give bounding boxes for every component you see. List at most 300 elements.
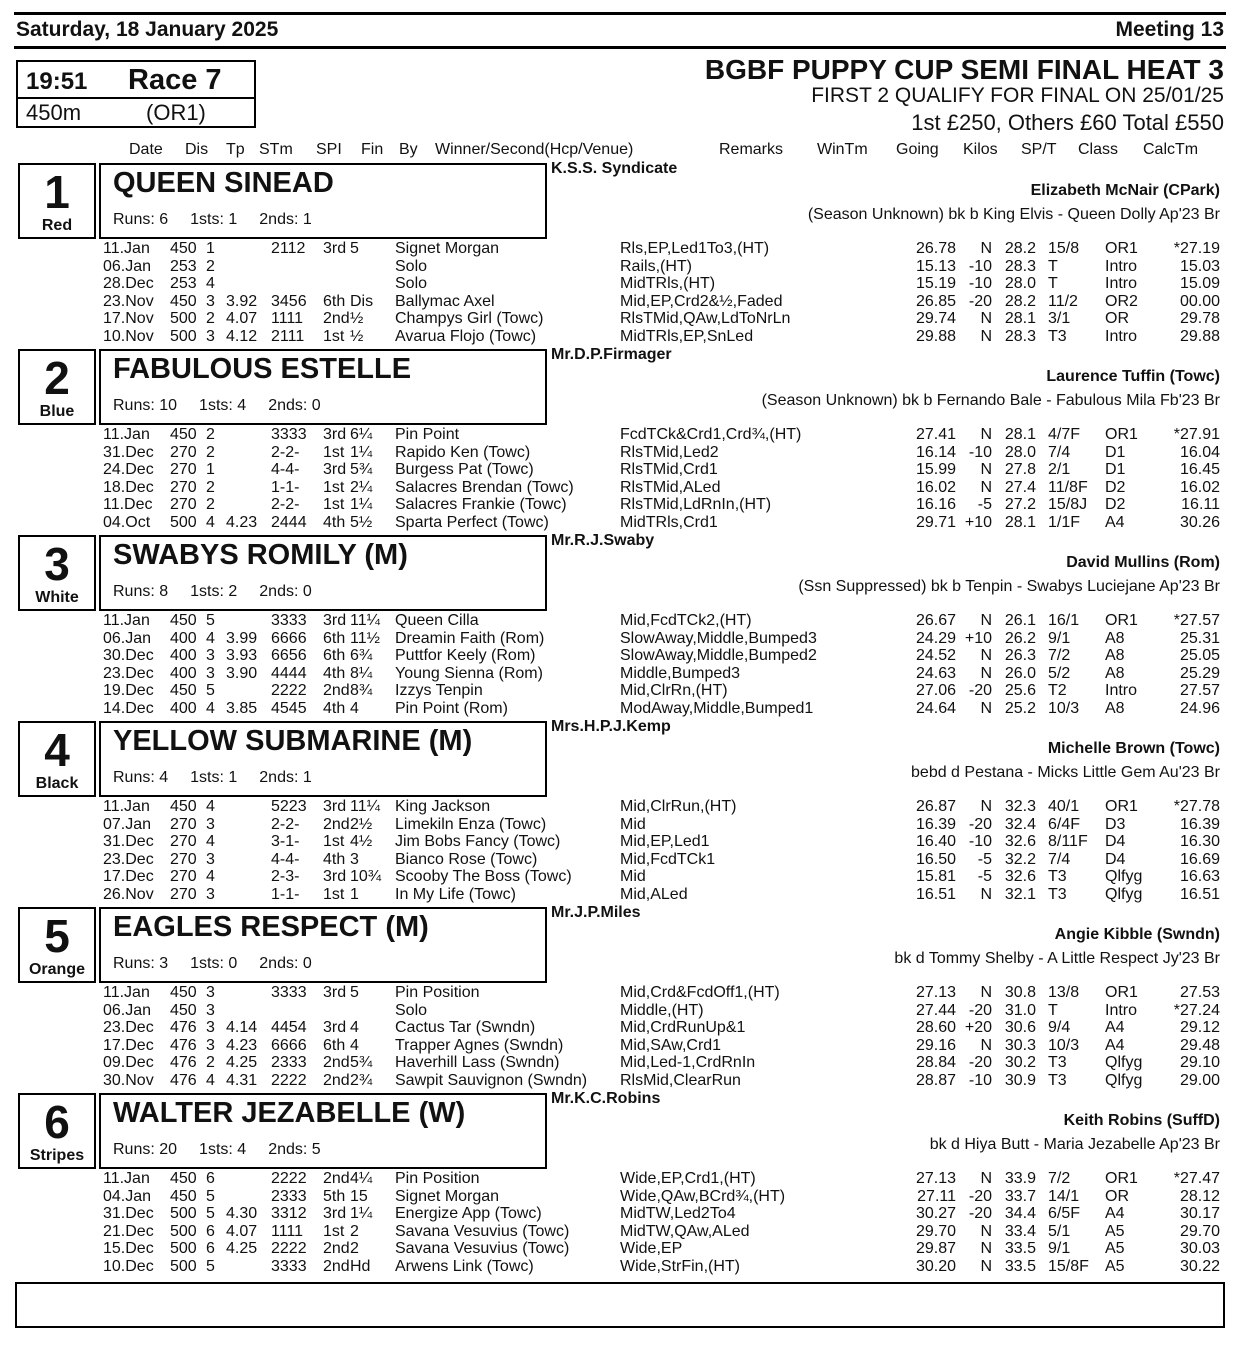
form-sectionals: 2-2- (271, 496, 300, 513)
form-by: 1¼ (350, 1205, 373, 1222)
form-date: 11.Jan (103, 426, 150, 443)
form-sectionals: 2333 (271, 1187, 307, 1205)
form-trap: 5 (206, 1257, 215, 1275)
dog-breeding: bk d Hiya Butt - Maria Jezabelle Ap'23 Br (929, 1136, 1220, 1153)
race-title: BGBF PUPPY CUP SEMI FINAL HEAT 3 (704, 54, 1224, 85)
form-date: 17.Nov (103, 310, 154, 327)
form-winner: In My Life (Towc) (395, 885, 516, 903)
trap-box (18, 535, 96, 611)
form-sectionals: 4-4- (271, 461, 300, 478)
trap-number: 1 (44, 166, 70, 218)
form-remarks: SlowAway,Middle,Bumped3 (620, 629, 817, 647)
col-header-kilos: Kilos (963, 141, 998, 158)
form-split: 4.30 (226, 1205, 258, 1222)
form-calc-time: 16.63 (1179, 868, 1220, 885)
form-sp: T (1048, 257, 1058, 275)
seconds-count: 2nds: 1 (259, 211, 312, 228)
form-trap: 3 (206, 815, 215, 833)
dog-name: QUEEN SINEAD (113, 167, 334, 199)
form-date: 28.Dec (103, 275, 154, 292)
form-by: 6¾ (350, 647, 373, 664)
dog-name: EAGLES RESPECT (M) (113, 911, 429, 943)
form-class: A4 (1105, 1019, 1125, 1036)
form-row (0, 1170, 1240, 1188)
form-win-time: 27.13 (915, 1170, 956, 1187)
form-calc-time: 16.02 (1179, 478, 1220, 496)
form-calc-time: 30.22 (1179, 1257, 1220, 1275)
form-date: 31.Dec (103, 1205, 154, 1222)
form-win-time: 16.51 (915, 885, 956, 903)
form-sectionals: 1111 (271, 310, 304, 327)
trap-box (18, 163, 96, 239)
form-sectionals: 2222 (271, 682, 307, 699)
col-header-winner: Winner/Second(Hcp/Venue) (435, 141, 634, 158)
form-going: +20 (964, 1019, 992, 1036)
form-trap: 6 (206, 1222, 215, 1240)
form-row (0, 426, 1240, 444)
form-trap: 1 (206, 461, 215, 478)
form-remarks: Mid,ClrRun,(HT) (620, 798, 737, 815)
form-lines (0, 426, 1240, 531)
form-sectionals: 2444 (271, 513, 307, 531)
form-date: 11.Jan (103, 984, 150, 1001)
form-sp: 15/8F (1048, 1257, 1089, 1275)
form-sp: 4/7F (1048, 426, 1081, 443)
form-sectionals: 2222 (271, 1071, 307, 1089)
form-going: -5 (977, 868, 992, 885)
form-kilos: 32.6 (1004, 833, 1036, 850)
form-sp: T2 (1048, 682, 1067, 699)
form-trap: 6 (206, 1170, 215, 1187)
wins-count: 1sts: 4 (199, 1141, 247, 1158)
form-class: OR2 (1105, 292, 1138, 310)
form-lines (0, 240, 1240, 345)
form-going: N (980, 885, 992, 903)
form-distance: 450 (170, 1187, 197, 1205)
dog-owner: Mr.D.P.Firmager (551, 346, 672, 363)
form-by: 2½ (350, 815, 373, 833)
form-remarks: ModAway,Middle,Bumped1 (620, 699, 814, 717)
form-date: 17.Dec (103, 868, 154, 885)
form-win-time: 27.13 (915, 984, 956, 1001)
form-class: D4 (1105, 850, 1126, 868)
form-sp: 16/1 (1048, 612, 1080, 629)
dog-record (113, 397, 343, 415)
seconds-count: 2nds: 1 (259, 769, 312, 786)
form-finish: 1st (323, 478, 345, 496)
form-distance: 400 (170, 664, 197, 682)
form-calc-time: 29.00 (1179, 1071, 1220, 1089)
form-by: Dis (350, 292, 374, 310)
form-date: 11.Dec (103, 496, 153, 513)
form-remarks: Wide,QAw,BCrd¾,(HT) (620, 1187, 786, 1205)
form-sp: 8/11F (1048, 833, 1088, 850)
form-split: 4.07 (226, 1222, 258, 1240)
form-winner: Young Sienna (Rom) (395, 664, 543, 682)
form-sp: 15/8J (1048, 496, 1088, 513)
form-calc-time: 25.31 (1179, 629, 1220, 647)
form-distance: 500 (170, 1222, 197, 1240)
form-kilos: 27.2 (1004, 496, 1036, 513)
form-by: 1¼ (350, 496, 373, 513)
form-remarks: MidTW,Led2To4 (620, 1205, 736, 1222)
trap-box (18, 907, 96, 983)
form-trap: 4 (206, 868, 215, 885)
form-win-time: 29.71 (915, 513, 956, 531)
form-sp: 13/8 (1048, 984, 1080, 1001)
form-going: -20 (968, 1205, 992, 1222)
dog-name-box (99, 163, 547, 239)
trap-box (18, 349, 96, 425)
form-remarks: Mid,CrdRunUp&1 (620, 1019, 746, 1036)
form-class: Intro (1105, 327, 1138, 345)
form-distance: 270 (170, 496, 197, 513)
form-winner: Solo (395, 1001, 428, 1019)
form-distance: 500 (170, 327, 197, 345)
form-sp: 6/4F (1048, 815, 1081, 833)
form-kilos: 25.6 (1004, 682, 1036, 699)
form-trap: 2 (206, 310, 215, 327)
form-lines (0, 984, 1240, 1089)
form-trap: 4 (206, 513, 215, 531)
form-distance: 270 (170, 815, 197, 833)
form-class: Intro (1105, 1001, 1138, 1019)
form-finish: 2nd (323, 1054, 350, 1071)
form-finish: 1st (323, 885, 345, 903)
form-finish: 3rd (323, 461, 347, 478)
form-kilos: 28.3 (1004, 257, 1036, 275)
form-date: 17.Dec (103, 1036, 154, 1054)
seconds-count: 2nds: 0 (268, 397, 321, 414)
trap-number: 2 (44, 352, 70, 404)
form-kilos: 34.4 (1004, 1205, 1036, 1222)
form-kilos: 32.2 (1004, 850, 1036, 868)
form-kilos: 28.2 (1004, 240, 1036, 257)
race-subtitle: FIRST 2 QUALIFY FOR FINAL ON 25/01/25 (811, 84, 1224, 107)
form-winner: Savana Vesuvius (Towc) (395, 1240, 570, 1257)
form-row (0, 1240, 1240, 1258)
form-distance: 400 (170, 647, 197, 664)
form-sp: 7/4 (1048, 850, 1071, 868)
form-split: 4.12 (226, 327, 258, 345)
form-win-time: 16.16 (915, 496, 956, 513)
form-sectionals: 6656 (271, 647, 307, 664)
form-sectionals: 4454 (271, 1019, 307, 1036)
form-win-time: 16.14 (915, 443, 956, 461)
form-class: D2 (1105, 496, 1126, 513)
form-winner: Jim Bobs Fancy (Towc) (395, 833, 561, 850)
form-going: -10 (968, 443, 992, 461)
form-finish: 2nd (323, 310, 350, 327)
form-remarks: RlsTMid,Led2 (620, 443, 719, 461)
form-win-time: 24.29 (915, 629, 956, 647)
form-by: 8¾ (350, 682, 373, 699)
form-finish: 3rd (323, 868, 347, 885)
form-by: 15 (350, 1187, 368, 1205)
form-kilos: 31.0 (1004, 1001, 1036, 1019)
form-finish: 1st (323, 327, 345, 345)
form-win-time: 26.67 (915, 612, 956, 629)
form-remarks: Rls,EP,Led1To3,(HT) (620, 240, 770, 257)
form-row (0, 1223, 1240, 1241)
form-by: 10¾ (350, 868, 382, 885)
dog-breeding: (Season Unknown) bk b King Elvis - Queen Dolly Ap'23 Br (807, 206, 1220, 223)
form-win-time: 15.99 (915, 461, 956, 478)
form-win-time: 15.81 (915, 868, 956, 885)
form-kilos: 26.1 (1004, 612, 1036, 629)
form-row (0, 682, 1240, 700)
form-distance: 450 (170, 1001, 197, 1019)
form-remarks: Rails,(HT) (620, 257, 692, 275)
form-by: 5¾ (350, 1054, 373, 1071)
form-date: 30.Nov (103, 1071, 154, 1089)
form-class: Qlfyg (1105, 1071, 1143, 1089)
form-win-time: 30.27 (915, 1205, 956, 1222)
top-rule (14, 12, 1226, 15)
dog-breeding: bebd d Pestana - Micks Little Gem Au'23 Br (911, 764, 1220, 781)
form-calc-time: *27.24 (1173, 1001, 1220, 1019)
form-class: OR1 (1105, 426, 1138, 443)
form-winner: Solo (395, 257, 428, 275)
form-distance: 500 (170, 310, 197, 327)
form-going: N (980, 478, 992, 496)
form-going: N (980, 426, 992, 443)
form-win-time: 28.60 (915, 1019, 956, 1036)
form-finish: 2nd (323, 1240, 350, 1257)
form-distance: 450 (170, 240, 197, 257)
form-class: Intro (1105, 275, 1138, 292)
form-sp: 2/1 (1048, 461, 1071, 478)
form-date: 24.Dec (103, 461, 154, 478)
form-sectionals: 2222 (271, 1240, 307, 1257)
form-row (0, 1072, 1240, 1090)
form-row (0, 1258, 1240, 1276)
col-header-wintm: WinTm (817, 141, 868, 158)
form-class: A8 (1105, 664, 1125, 682)
form-trap: 3 (206, 647, 215, 664)
form-trap: 3 (206, 1036, 215, 1054)
form-distance: 450 (170, 682, 197, 699)
form-class: OR (1105, 1187, 1129, 1205)
form-distance: 270 (170, 885, 197, 903)
form-distance: 270 (170, 478, 197, 496)
form-remarks: FcdTCk&Crd1,Crd¾,(HT) (620, 426, 802, 443)
form-date: 23.Dec (103, 850, 154, 868)
form-remarks: RlsMid,ClearRun (620, 1071, 741, 1089)
form-calc-time: *27.78 (1173, 798, 1220, 815)
form-finish: 3rd (323, 1205, 347, 1222)
form-row (0, 461, 1240, 479)
form-distance: 450 (170, 984, 197, 1001)
race-distance: 450m (26, 100, 82, 125)
form-sp: T (1048, 1001, 1058, 1019)
form-remarks: Mid,Led-1,CrdRnIn (620, 1054, 756, 1071)
form-sectionals: 1-1- (271, 478, 300, 496)
form-calc-time: 24.96 (1179, 699, 1220, 717)
form-trap: 2 (206, 478, 215, 496)
form-remarks: MidTRls,(HT) (620, 275, 716, 292)
form-row (0, 798, 1240, 816)
form-going: -5 (977, 496, 992, 513)
form-trap: 4 (206, 275, 215, 292)
dog-name-box (99, 907, 547, 983)
dog-name-box (99, 349, 547, 425)
form-trap: 4 (206, 629, 215, 647)
form-win-time: 28.84 (915, 1054, 956, 1071)
form-date: 06.Jan (103, 629, 152, 647)
form-remarks: Mid,Crd&FcdOff1,(HT) (620, 984, 780, 1001)
form-class: A4 (1105, 1205, 1125, 1222)
form-kilos: 30.8 (1004, 984, 1036, 1001)
form-row (0, 328, 1240, 346)
form-class: Intro (1105, 257, 1138, 275)
form-win-time: 27.06 (915, 682, 956, 699)
form-going: -10 (968, 1071, 992, 1089)
form-trap: 5 (206, 682, 215, 699)
col-header-tp: Tp (226, 141, 245, 158)
form-finish: 3rd (323, 1019, 347, 1036)
form-row (0, 816, 1240, 834)
form-kilos: 33.5 (1004, 1257, 1036, 1275)
form-sectionals: 3333 (271, 426, 307, 443)
form-date: 26.Nov (103, 885, 154, 903)
form-kilos: 25.2 (1004, 699, 1036, 717)
col-header-stm: STm (259, 141, 293, 158)
form-going: N (980, 1257, 992, 1275)
form-sp: 10/3 (1048, 699, 1080, 717)
form-date: 31.Dec (103, 443, 154, 461)
form-sectionals: 4444 (271, 664, 307, 682)
form-finish: 4th (323, 513, 346, 531)
form-calc-time: 27.53 (1179, 984, 1220, 1001)
form-distance: 476 (170, 1071, 197, 1089)
form-going: -10 (968, 257, 992, 275)
form-by: 5 (350, 240, 359, 257)
race-grade: (OR1) (146, 100, 206, 125)
form-date: 04.Jan (103, 1187, 152, 1205)
form-trap: 1 (206, 240, 215, 257)
form-distance: 500 (170, 1205, 197, 1222)
form-trap: 2 (206, 496, 215, 513)
form-finish: 4th (323, 664, 346, 682)
seconds-count: 2nds: 5 (268, 1141, 321, 1158)
form-class: Intro (1105, 682, 1138, 699)
wins-count: 1sts: 1 (190, 211, 238, 228)
dog-name: FABULOUS ESTELLE (113, 353, 412, 385)
form-by: 5¾ (350, 461, 373, 478)
form-row (0, 444, 1240, 462)
form-trap: 2 (206, 1054, 215, 1071)
form-kilos: 30.3 (1004, 1036, 1036, 1054)
form-going: N (980, 798, 992, 815)
form-calc-time: 29.12 (1179, 1019, 1220, 1036)
form-trap: 3 (206, 327, 215, 345)
form-sp: 40/1 (1048, 798, 1080, 815)
form-class: A8 (1105, 647, 1125, 664)
form-winner: Signet Morgan (395, 1187, 500, 1205)
form-kilos: 32.4 (1004, 815, 1036, 833)
form-calc-time: 16.30 (1179, 833, 1220, 850)
form-trap: 3 (206, 850, 215, 868)
form-remarks: RlsTMid,QAw,LdToNrLn (620, 310, 791, 327)
form-going: N (980, 664, 992, 682)
form-kilos: 30.9 (1004, 1071, 1036, 1089)
dog-owner: Mr.R.J.Swaby (551, 532, 655, 549)
form-row (0, 514, 1240, 532)
race-date: Saturday, 18 January 2025 (16, 18, 279, 41)
form-going: N (980, 647, 992, 664)
form-going: N (980, 1222, 992, 1240)
dog-owner: Mrs.H.P.J.Kemp (551, 718, 671, 735)
form-winner: Ballymac Axel (395, 292, 495, 310)
dog-trainer: David Mullins (Rom) (1066, 554, 1220, 571)
form-calc-time: 29.10 (1179, 1054, 1220, 1071)
trap-number: 3 (44, 538, 70, 590)
form-class: A5 (1105, 1240, 1125, 1257)
form-kilos: 28.1 (1004, 513, 1036, 531)
form-date: 23.Dec (103, 1019, 154, 1036)
dog-name-box (99, 721, 547, 797)
meeting-number: Meeting 13 (1115, 18, 1224, 41)
dog-name-box (99, 1093, 547, 1169)
form-kilos: 28.1 (1004, 310, 1036, 327)
dog-trainer: Michelle Brown (Towc) (1047, 740, 1220, 757)
form-date: 21.Dec (103, 1222, 154, 1240)
runner-block (0, 1090, 1240, 1276)
form-finish: 3rd (323, 612, 347, 629)
form-trap: 3 (206, 1019, 215, 1036)
form-class: OR1 (1105, 798, 1138, 815)
form-win-time: 26.87 (915, 798, 956, 815)
form-kilos: 28.0 (1004, 275, 1036, 292)
form-distance: 270 (170, 443, 197, 461)
form-remarks: SlowAway,Middle,Bumped2 (620, 647, 817, 664)
form-remarks: Mid,SAw,Crd1 (620, 1036, 722, 1054)
form-sp: 5/2 (1048, 664, 1071, 682)
dog-record (113, 769, 334, 787)
form-date: 04.Oct (103, 513, 151, 531)
form-remarks: Middle,(HT) (620, 1001, 704, 1019)
col-header-class: Class (1078, 141, 1119, 158)
form-winner: Cactus Tar (Swndn) (395, 1019, 536, 1036)
form-winner: Trapper Agnes (Swndn) (395, 1036, 564, 1054)
form-finish: 5th (323, 1187, 346, 1205)
form-kilos: 33.4 (1004, 1222, 1036, 1240)
col-header-by: By (399, 141, 418, 158)
form-date: 30.Dec (103, 647, 154, 664)
form-win-time: 16.50 (915, 850, 956, 868)
form-sectionals: 2333 (271, 1054, 307, 1071)
form-row (0, 1002, 1240, 1020)
form-finish: 1st (323, 496, 345, 513)
form-winner: Solo (395, 275, 428, 292)
form-sectionals: 3333 (271, 1257, 307, 1275)
form-winner: Bianco Rose (Towc) (395, 850, 538, 868)
dog-name: SWABYS ROMILY (M) (113, 539, 408, 571)
form-distance: 476 (170, 1054, 197, 1071)
form-win-time: 26.85 (915, 292, 956, 310)
form-kilos: 30.6 (1004, 1019, 1036, 1036)
form-by: 5 (350, 984, 359, 1001)
form-going: N (980, 327, 992, 345)
dog-owner: K.S.S. Syndicate (551, 160, 678, 177)
form-winner: Signet Morgan (395, 240, 500, 257)
col-header-fin: Fin (361, 141, 384, 158)
form-split: 4.14 (226, 1019, 258, 1036)
form-sp: 7/4 (1048, 443, 1071, 461)
form-calc-time: *27.57 (1173, 612, 1220, 629)
form-by: 2 (350, 1240, 359, 1257)
